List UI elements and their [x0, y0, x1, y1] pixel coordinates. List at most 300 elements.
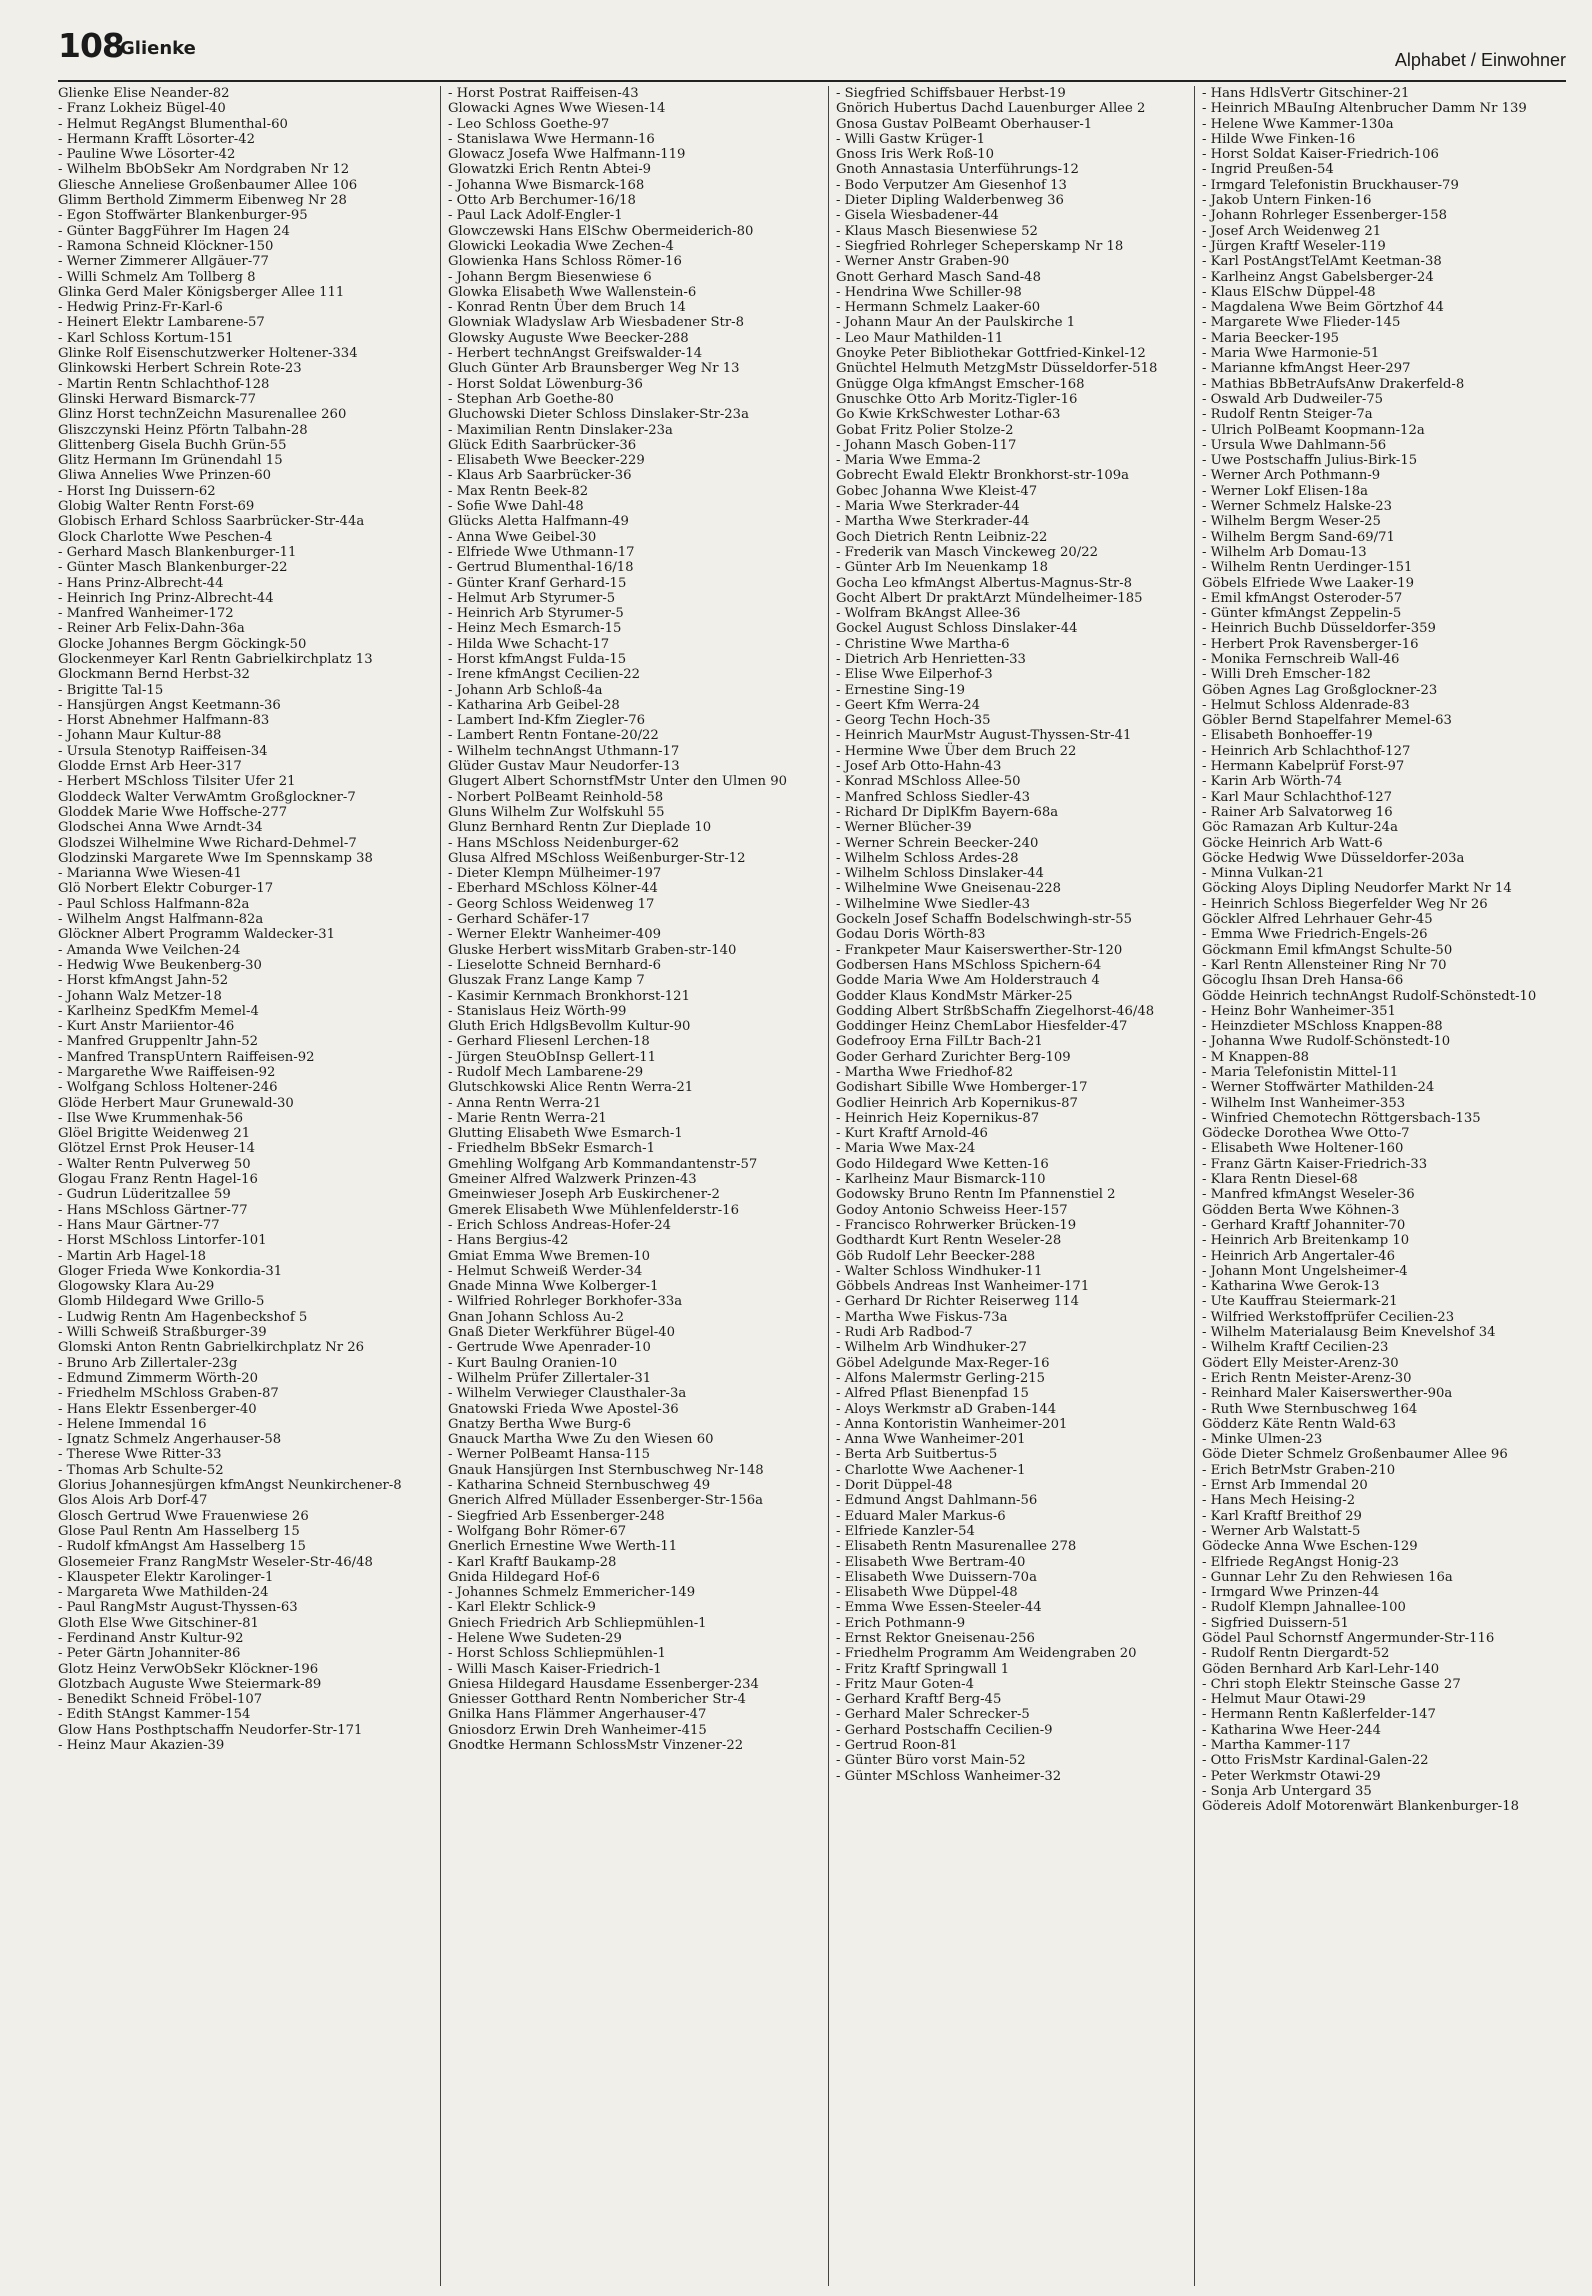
directory-entry: - Wilhelm Schloss Dinslaker-44 — [836, 866, 1044, 882]
directory-entry: Göben Agnes Lag Großglockner-23 — [1202, 682, 1438, 698]
directory-entry: Glomb Hildegard Wwe Grillo-5 — [58, 1294, 265, 1310]
directory-column-1 — [58, 86, 430, 2276]
directory-entry: - Katharina Wwe Gerok-13 — [1202, 1279, 1380, 1295]
directory-entry: - Wilhelm Bergm Sand-69/71 — [1202, 529, 1395, 545]
directory-entry: Gluske Herbert wissMitarb Graben-str-140 — [448, 942, 737, 958]
directory-entry: - Maria Telefonistin Mittel-11 — [1202, 1065, 1399, 1080]
directory-entry: - Thomas Arb Schulte-52 — [58, 1462, 224, 1478]
directory-entry: - Werner PolBeamt Hansa-115 — [448, 1447, 650, 1463]
directory-entry: - Günter Masch Blankenburger-22 — [58, 560, 288, 576]
directory-entry: - Stanislawa Wwe Hermann-16 — [448, 131, 655, 147]
directory-entry: - Paul Lack Adolf-Engler-1 — [448, 208, 623, 224]
directory-entry: - Karl Rentn Allensteiner Ring Nr 70 — [1202, 957, 1447, 973]
directory-entry: Glowka Elisabeth Wwe Wallenstein-6 — [448, 284, 697, 300]
directory-entry: Glos Alois Arb Dorf-47 — [58, 1493, 208, 1509]
directory-entry: Gocht Albert Dr praktArzt Mündelheimer-185 — [836, 590, 1143, 606]
directory-entry: - Johann Masch Goben-117 — [836, 437, 1017, 453]
directory-entry: - Elfriede RegAngst Honig-23 — [1202, 1554, 1399, 1570]
directory-entry: - Therese Wwe Ritter-33 — [58, 1447, 222, 1463]
directory-entry: Glimm Berthold Zimmerm Eibenweg Nr 28 — [58, 193, 347, 209]
directory-entry: Gnüchtel Helmuth MetzgMstr Düsseldorfer-518 — [836, 361, 1158, 377]
directory-entry: - Heinz Maur Akazien-39 — [58, 1738, 225, 1754]
directory-entry: - Karlheinz SpedKfm Memel-4 — [58, 1003, 259, 1019]
directory-entry: - Ulrich PolBeamt Koopmann-12a — [1202, 422, 1425, 438]
directory-entry: - Karl Kraftf Baukamp-28 — [448, 1554, 617, 1570]
directory-entry: - Fritz Maur Goten-4 — [836, 1676, 975, 1692]
directory-entry: - Günter BaggFührer Im Hagen 24 — [58, 223, 290, 239]
directory-entry: - Klaus ElSchw Düppel-48 — [1202, 284, 1376, 300]
directory-entry: - Dorit Düppel-48 — [836, 1478, 953, 1494]
directory-entry: Gödderz Käte Rentn Wald-63 — [1202, 1416, 1396, 1432]
directory-entry: - Günter Arb Im Neuenkamp 18 — [836, 560, 1049, 576]
directory-entry: - Hedwig Wwe Beukenberg-30 — [58, 957, 262, 973]
directory-entry: - Elfriede Wwe Uthmann-17 — [448, 544, 635, 560]
directory-entry: Glomski Anton Rentn Gabrielkirchplatz Nr 26 — [58, 1340, 365, 1356]
directory-entry: - Katharina Arb Geibel-28 — [448, 697, 620, 713]
directory-entry: - Peter Werkmstr Otawi-29 — [1202, 1768, 1381, 1784]
directory-entry: - Eberhard MSchloss Kölner-44 — [448, 881, 658, 897]
directory-entry: Glowacz Josefa Wwe Halfmann-119 — [448, 147, 686, 163]
directory-entry: - Werner Schmelz Halske-23 — [1202, 499, 1392, 515]
directory-entry: Gnauk Hansjürgen Inst Sternbuschweg Nr-148 — [448, 1462, 764, 1478]
directory-entry: - Leo Maur Mathilden-11 — [836, 330, 1004, 346]
directory-entry: - Hermann Kabelprüf Forst-97 — [1202, 759, 1405, 775]
directory-entry: Glowacki Agnes Wwe Wiesen-14 — [448, 101, 666, 117]
directory-entry: - Franz Lokheiz Bügel-40 — [58, 101, 226, 117]
directory-entry: - Elise Wwe Eilperhof-3 — [836, 667, 993, 683]
directory-entry: Glosch Gertrud Wwe Frauenwiese 26 — [58, 1508, 309, 1524]
directory-entry: - Horst kfmAngst Jahn-52 — [58, 973, 229, 989]
directory-entry: - Heinrich MaurMstr August-Thyssen-Str-41 — [836, 728, 1132, 744]
directory-entry: Gnaß Dieter Werkführer Bügel-40 — [448, 1325, 676, 1341]
directory-entry: - Wilhelmine Wwe Gneisenau-228 — [836, 881, 1062, 897]
directory-entry: - Maximilian Rentn Dinslaker-23a — [448, 422, 673, 438]
directory-entry: Gniosdorz Erwin Dreh Wanheimer-415 — [448, 1722, 707, 1738]
directory-entry: - Stephan Arb Goethe-80 — [448, 391, 614, 407]
directory-entry: - Horst Soldat Kaiser-Friedrich-106 — [1202, 147, 1439, 163]
directory-entry: - Ursula Wwe Dahlmann-56 — [1202, 437, 1387, 453]
directory-entry: - Hans Maur Gärtner-77 — [58, 1217, 220, 1233]
directory-entry: - Klauspeter Elektr Karolinger-1 — [58, 1569, 274, 1585]
directory-entry: - Karl PostAngstTelAmt Keetman-38 — [1202, 254, 1442, 270]
directory-entry: - Berta Arb Suitbertus-5 — [836, 1447, 998, 1463]
directory-entry: - Margarethe Wwe Raiffeisen-92 — [58, 1065, 276, 1080]
directory-entry: Gmeiner Alfred Walzwerk Prinzen-43 — [448, 1172, 697, 1188]
directory-entry: Glockenmeyer Karl Rentn Gabrielkirchplatz 13 — [58, 651, 373, 667]
directory-entry: Glowsky Auguste Wwe Beecker-288 — [448, 330, 689, 346]
directory-entry: - Rudolf Mech Lambarene-29 — [448, 1065, 644, 1080]
directory-entry: - Johann Rohrleger Essenberger-158 — [1202, 208, 1448, 224]
directory-entry: - Helmut Maur Otawi-29 — [1202, 1692, 1366, 1708]
directory-entry: - Heinzdieter MSchloss Knappen-88 — [1202, 1019, 1443, 1035]
directory-entry: Gnade Minna Wwe Kolberger-1 — [448, 1279, 659, 1295]
directory-entry: - Pauline Wwe Lösorter-42 — [58, 147, 236, 163]
directory-entry: Gockeln Josef Schaffn Bodelschwingh-str-55 — [836, 912, 1132, 928]
directory-entry: - Martha Wwe Sterkrader-44 — [836, 514, 1030, 530]
directory-entry: - Siegfried Rohrleger Scheperskamp Nr 18 — [836, 238, 1124, 254]
directory-entry: - Kurt Anstr Mariientor-46 — [58, 1019, 235, 1035]
directory-entry: - Elisabeth Rentn Masurenallee 278 — [836, 1539, 1077, 1555]
directory-entry: - Johanna Wwe Rudolf-Schönstedt-10 — [1202, 1034, 1451, 1050]
section-title: Alphabet / Einwohner — [1394, 50, 1566, 70]
directory-entry: - Heinrich Arb Angertaler-46 — [1202, 1248, 1396, 1264]
directory-entry: - Charlotte Wwe Aachener-1 — [836, 1462, 1026, 1478]
directory-entry: - Elisabeth Wwe Beecker-229 — [448, 453, 645, 469]
directory-entry: Gnan Johann Schloss Au-2 — [448, 1309, 624, 1325]
directory-entry: Glock Charlotte Wwe Peschen-4 — [58, 529, 273, 545]
directory-entry: - Siegfried Schiffsbauer Herbst-19 — [836, 86, 1066, 101]
directory-entry: - Hans Mech Heising-2 — [1202, 1493, 1356, 1509]
directory-entry: - Johann Maur An der Paulskirche 1 — [836, 315, 1076, 331]
directory-entry: - Heinrich Ing Prinz-Albrecht-44 — [58, 590, 274, 606]
directory-entry: Godoy Antonio Schweiss Heer-157 — [836, 1202, 1068, 1218]
directory-entry: - Gertrud Blumenthal-16/18 — [448, 560, 634, 576]
directory-column-3 — [836, 86, 1208, 2276]
directory-entry: - Horst Postrat Raiffeisen-43 — [448, 86, 639, 101]
running-head-name: Glienke — [120, 38, 196, 59]
directory-entry: Göbels Elfriede Wwe Laaker-19 — [1202, 575, 1415, 591]
directory-entry: - Hilda Wwe Schacht-17 — [448, 636, 610, 652]
directory-entry: Gnatowski Frieda Wwe Apostel-36 — [448, 1401, 679, 1417]
directory-entry: - Max Rentn Beek-82 — [448, 483, 589, 499]
directory-entry: - Hermine Wwe Über dem Bruch 22 — [836, 743, 1077, 759]
directory-entry: - Richard Dr DiplKfm Bayern-68a — [836, 804, 1059, 820]
directory-entry: - Ludwig Rentn Am Hagenbeckshof 5 — [58, 1309, 308, 1325]
directory-entry: Gnatzy Bertha Wwe Burg-6 — [448, 1416, 632, 1432]
directory-entry: - Katharina Wwe Heer-244 — [1202, 1722, 1381, 1738]
directory-entry: - Helene Wwe Kammer-130a — [1202, 116, 1394, 132]
directory-entry: - Erich Rentn Meister-Arenz-30 — [1202, 1370, 1412, 1386]
directory-entry: - Werner Elektr Wanheimer-409 — [448, 927, 661, 943]
directory-entry: - Martha Kammer-117 — [1202, 1738, 1351, 1754]
directory-entry: Gobec Johanna Wwe Kleist-47 — [836, 483, 1038, 499]
column-divider — [440, 86, 441, 2286]
directory-entry: - M Knappen-88 — [1202, 1049, 1309, 1065]
directory-entry: Göc Ramazan Arb Kultur-24a — [1202, 820, 1398, 836]
directory-entry: - Horst kfmAngst Fulda-15 — [448, 651, 627, 667]
directory-entry: - Wilfried Werkstoffprüfer Cecilien-23 — [1202, 1309, 1455, 1325]
directory-entry: - Fritz Kraftf Springwall 1 — [836, 1661, 1010, 1677]
directory-entry: - Hermann Krafft Lösorter-42 — [58, 131, 256, 147]
directory-entry: Glusa Alfred MSchloss Weißenburger-Str-12 — [448, 850, 746, 866]
directory-entry: - Ute Kauffrau Steiermark-21 — [1202, 1294, 1398, 1310]
directory-entry: Gödde Heinrich technAngst Rudolf-Schönstedt-10 — [1202, 988, 1537, 1004]
directory-entry: Gnott Gerhard Masch Sand-48 — [836, 269, 1041, 285]
directory-entry: Gmiat Emma Wwe Bremen-10 — [448, 1248, 650, 1264]
directory-entry: - Günter Kranf Gerhard-15 — [448, 575, 627, 591]
directory-entry: - Edmund Angst Dahlmann-56 — [836, 1493, 1038, 1509]
directory-entry: - Irmgard Telefonistin Bruckhauser-79 — [1202, 177, 1459, 193]
directory-entry: - Siegfried Arb Essenberger-248 — [448, 1508, 665, 1524]
directory-entry: - Ruth Wwe Sternbuschweg 164 — [1202, 1401, 1418, 1417]
directory-entry: Gödereis Adolf Motorenwärt Blankenburger-18 — [1202, 1799, 1520, 1815]
directory-entry: - Gunnar Lehr Zu den Rehwiesen 16a — [1202, 1569, 1453, 1585]
page-number: 108 — [58, 26, 124, 65]
directory-entry: - Elisabeth Wwe Holtener-160 — [1202, 1141, 1404, 1157]
directory-entry: - Werner Arch Pothmann-9 — [1202, 468, 1381, 484]
directory-entry: Gödecke Anna Wwe Eschen-129 — [1202, 1539, 1418, 1555]
directory-entry: - Sofie Wwe Dahl-48 — [448, 499, 584, 515]
directory-entry: Gluchowski Dieter Schloss Dinslaker-Str-23a — [448, 407, 749, 423]
directory-entry: - Erich BetrMstr Graben-210 — [1202, 1462, 1396, 1478]
directory-entry: Göcking Aloys Dipling Neudorfer Markt Nr 14 — [1202, 881, 1512, 897]
directory-entry: - Klaus Arb Saarbrücker-36 — [448, 468, 632, 484]
directory-entry: - Brigitte Tal-15 — [58, 682, 164, 698]
directory-entry: Glodszei Wilhelmine Wwe Richard-Dehmel-7 — [58, 835, 357, 851]
directory-entry: - Hedwig Prinz-Fr-Karl-6 — [58, 300, 223, 316]
directory-entry: Gliwa Annelies Wwe Prinzen-60 — [58, 468, 272, 484]
directory-entry: Gödel Paul Schornstf Angermunder-Str-116 — [1202, 1630, 1495, 1646]
directory-entry: Glocke Johannes Bergm Göckingk-50 — [58, 636, 307, 652]
directory-entry: Göbbels Andreas Inst Wanheimer-171 — [836, 1279, 1090, 1295]
directory-entry: - Willi Schmelz Am Tollberg 8 — [58, 269, 256, 285]
directory-entry: Glinke Rolf Eisenschutzwerker Holtener-334 — [58, 346, 358, 362]
directory-entry: Glogau Franz Rentn Hagel-16 — [58, 1172, 258, 1188]
directory-entry: - Konrad MSchloss Allee-50 — [836, 774, 1021, 790]
directory-entry: - Helmut RegAngst Blumenthal-60 — [58, 116, 288, 132]
directory-entry: - Manfred Gruppenltr Jahn-52 — [58, 1034, 259, 1050]
directory-entry: - Martha Wwe Friedhof-82 — [836, 1065, 1014, 1080]
directory-entry: - Herbert technAngst Greifswalder-14 — [448, 346, 703, 362]
directory-entry: - Paul Schloss Halfmann-82a — [58, 896, 250, 912]
directory-entry: - Otto Arb Berchumer-16/18 — [448, 193, 636, 209]
directory-entry: - Erich Pothmann-9 — [836, 1615, 966, 1631]
directory-entry: - Maria Wwe Max-24 — [836, 1141, 976, 1157]
directory-entry: Goder Gerhard Zurichter Berg-109 — [836, 1049, 1071, 1065]
directory-entry: - Karl Schloss Kortum-151 — [58, 330, 234, 346]
directory-entry: - Werner Zimmerer Allgäuer-77 — [58, 254, 269, 270]
directory-entry: - Elisabeth Wwe Duissern-70a — [836, 1569, 1037, 1585]
directory-entry: - Gerhard Fliesenl Lerchen-18 — [448, 1034, 650, 1050]
directory-entry: - Heinert Elektr Lambarene-57 — [58, 315, 265, 331]
directory-entry: - Minna Vulkan-21 — [1202, 866, 1325, 882]
directory-entry: - Hans Elektr Essenberger-40 — [58, 1401, 257, 1417]
directory-entry: Godlier Heinrich Arb Kopernikus-87 — [836, 1095, 1078, 1111]
directory-entry: Gmehling Wolfgang Arb Kommandantenstr-57 — [448, 1156, 758, 1172]
directory-entry: Gniech Friedrich Arb Schliepmühlen-1 — [448, 1615, 707, 1631]
directory-entry: Göden Bernhard Arb Karl-Lehr-140 — [1202, 1661, 1440, 1677]
directory-entry: - Heinrich Arb Schlachthof-127 — [1202, 743, 1411, 759]
directory-entry: - Gerhard Kraftf Johanniter-70 — [1202, 1217, 1406, 1233]
directory-entry: Gmeinwieser Joseph Arb Euskirchener-2 — [448, 1187, 720, 1203]
directory-entry: - Friedhelm Programm Am Weidengraben 20 — [836, 1646, 1137, 1662]
directory-entry: - Ernst Arb Immendal 20 — [1202, 1478, 1368, 1494]
directory-entry: Glitz Hermann Im Grünendahl 15 — [58, 453, 283, 469]
directory-entry: Goddinger Heinz ChemLabor Hiesfelder-47 — [836, 1019, 1128, 1035]
directory-entry: - Elisabeth Wwe Düppel-48 — [836, 1585, 1018, 1601]
directory-entry: Glugert Albert SchornstfMstr Unter den Ulmen 90 — [448, 774, 787, 790]
directory-entry: - Jürgen Kraftf Weseler-119 — [1202, 238, 1386, 254]
directory-entry: - Bruno Arb Zillertaler-23g — [58, 1355, 238, 1371]
directory-entry: - Wilhelm Angst Halfmann-82a — [58, 912, 264, 928]
directory-entry: - Josef Arb Otto-Hahn-43 — [836, 759, 1002, 775]
directory-entry: - Maria Wwe Harmonie-51 — [1202, 346, 1380, 362]
directory-entry: - Wilhelm Inst Wanheimer-353 — [1202, 1095, 1406, 1111]
directory-entry: - Helmut Schweiß Werder-34 — [448, 1263, 643, 1279]
directory-entry: - Johannes Schmelz Emmericher-149 — [448, 1585, 696, 1601]
directory-entry: - Johann Mont Ungelsheimer-4 — [1202, 1263, 1408, 1279]
directory-entry: - Karlheinz Angst Gabelsberger-24 — [1202, 269, 1434, 285]
directory-entry: - Irene kfmAngst Cecilien-22 — [448, 667, 641, 683]
directory-entry: - Amanda Wwe Veilchen-24 — [58, 942, 241, 958]
directory-entry: - Horst Schloss Schliepmühlen-1 — [448, 1646, 666, 1662]
directory-entry: Gnörich Hubertus Dachd Lauenburger Allee 2 — [836, 101, 1146, 117]
directory-entry: - Heinz Mech Esmarch-15 — [448, 621, 622, 637]
directory-entry: Godishart Sibille Wwe Homberger-17 — [836, 1080, 1088, 1096]
directory-entry: - Johann Arb Schloß-4a — [448, 682, 603, 698]
directory-entry: - Wilhelm Prüfer Zillertaler-31 — [448, 1370, 652, 1386]
directory-entry: - Chri stoph Elektr Steinsche Gasse 27 — [1202, 1676, 1461, 1692]
directory-entry: Glinz Horst technZeichn Masurenallee 260 — [58, 407, 347, 423]
directory-entry: Göde Dieter Schmelz Großenbaumer Allee 96 — [1202, 1447, 1508, 1463]
directory-entry: - Gerhard Maler Schrecker-5 — [836, 1707, 1030, 1723]
directory-entry: - Rudolf Klempn Jahnallee-100 — [1202, 1600, 1406, 1616]
directory-entry: - Ernst Rektor Gneisenau-256 — [836, 1630, 1035, 1646]
directory-entry: Godde Maria Wwe Am Holderstrauch 4 — [836, 973, 1100, 989]
directory-entry: - Wilhelm BbObSekr Am Nordgraben Nr 12 — [58, 162, 350, 178]
directory-entry: - Maria Wwe Sterkrader-44 — [836, 499, 1020, 515]
directory-entry: - Manfred kfmAngst Weseler-36 — [1202, 1187, 1415, 1203]
directory-entry: Gockel August Schloss Dinslaker-44 — [836, 621, 1078, 637]
directory-entry: - Emma Wwe Friedrich-Engels-26 — [1202, 927, 1428, 943]
directory-entry: - Ilse Wwe Krummenhak-56 — [58, 1110, 243, 1126]
directory-entry: Göcke Hedwig Wwe Düsseldorfer-203a — [1202, 850, 1465, 866]
directory-entry: - Norbert PolBeamt Reinhold-58 — [448, 789, 664, 805]
directory-entry: - Karl Kraftf Breithof 29 — [1202, 1508, 1362, 1524]
directory-entry: Glowniak Wladyslaw Arb Wiesbadener Str-8 — [448, 315, 744, 331]
directory-entry: - Elisabeth Wwe Bertram-40 — [836, 1554, 1026, 1570]
directory-entry: Gluszak Franz Lange Kamp 7 — [448, 973, 645, 989]
directory-entry: - Hans MSchloss Gärtner-77 — [58, 1202, 248, 1218]
directory-entry: - Martin Arb Hagel-18 — [58, 1248, 207, 1264]
directory-entry: - Christine Wwe Martha-6 — [836, 636, 1010, 652]
directory-entry: - Werner Stoffwärter Mathilden-24 — [1202, 1080, 1435, 1096]
directory-entry: Glinkowski Herbert Schrein Rote-23 — [58, 361, 302, 377]
directory-entry: - Karl Elektr Schlick-9 — [448, 1600, 596, 1616]
directory-entry: - Wolfgang Bohr Römer-67 — [448, 1523, 627, 1539]
directory-entry: - Rudolf Rentn Steiger-7a — [1202, 407, 1373, 423]
directory-entry: - Gerhard Schäfer-17 — [448, 912, 590, 928]
directory-entry: - Helene Wwe Sudeten-29 — [448, 1630, 622, 1646]
directory-entry: Gobat Fritz Polier Stolze-2 — [836, 422, 1014, 438]
directory-entry: - Hermann Rentn Kaßlerfelder-147 — [1202, 1707, 1436, 1723]
directory-entry: - Heinrich Arb Styrumer-5 — [448, 606, 624, 622]
directory-entry: Glowienka Hans Schloss Römer-16 — [448, 254, 682, 270]
directory-entry: - Heinrich Buchb Düsseldorfer-359 — [1202, 621, 1436, 637]
directory-entry: - Lambert Ind-Kfm Ziegler-76 — [448, 713, 646, 729]
directory-entry: - Wilhelm technAngst Uthmann-17 — [448, 743, 680, 759]
directory-entry: Gloddek Marie Wwe Hoffsche-277 — [58, 804, 288, 820]
directory-entry: - Uwe Postschaffn Julius-Birk-15 — [1202, 453, 1418, 469]
directory-entry: - Geert Kfm Werra-24 — [836, 697, 981, 713]
directory-entry: Glosemeier Franz RangMstr Weseler-Str-46/48 — [58, 1554, 373, 1570]
directory-entry: - Wilhelm Schloss Ardes-28 — [836, 850, 1019, 866]
directory-entry: Go Kwie KrkSchwester Lothar-63 — [836, 407, 1061, 423]
directory-entry: Glose Paul Rentn Am Hasselberg 15 — [58, 1523, 300, 1539]
directory-entry: Göbler Bernd Stapelfahrer Memel-63 — [1202, 713, 1452, 729]
directory-entry: - Willi Masch Kaiser-Friedrich-1 — [448, 1661, 662, 1677]
directory-entry: Glienke Elise Neander-82 — [58, 86, 230, 101]
directory-entry: - Manfred TranspUntern Raiffeisen-92 — [58, 1049, 315, 1065]
directory-entry: Gluns Wilhelm Zur Wolfskuhl 55 — [448, 804, 665, 820]
directory-entry: - Dietrich Arb Henrietten-33 — [836, 651, 1026, 667]
directory-entry: - Margareta Wwe Mathilden-24 — [58, 1585, 269, 1601]
directory-entry: - Rudolf kfmAngst Am Hasselberg 15 — [58, 1539, 306, 1555]
directory-entry: - Hans HdlsVertr Gitschiner-21 — [1202, 86, 1410, 101]
directory-entry: Gnuschke Otto Arb Moritz-Tigler-16 — [836, 391, 1078, 407]
directory-entry: Glinski Herward Bismarck-77 — [58, 391, 257, 407]
directory-entry: Göb Rudolf Lehr Beecker-288 — [836, 1248, 1036, 1264]
directory-entry: Glockmann Bernd Herbst-32 — [58, 667, 250, 683]
directory-entry: Glöckner Albert Programm Waldecker-31 — [58, 927, 336, 943]
directory-entry: Glöde Herbert Maur Grunewald-30 — [58, 1095, 294, 1111]
directory-entry: - Ignatz Schmelz Angerhauser-58 — [58, 1432, 282, 1448]
directory-entry: - Wilhelm Kraftf Cecilien-23 — [1202, 1340, 1389, 1356]
directory-entry: - Dieter Klempn Mülheimer-197 — [448, 866, 662, 882]
directory-entry: Gocha Leo kfmAngst Albertus-Magnus-Str-8 — [836, 575, 1133, 591]
directory-entry: - Horst Ing Duissern-62 — [58, 483, 216, 499]
directory-entry: - Hans Prinz-Albrecht-44 — [58, 575, 224, 591]
directory-entry: Glogowsky Klara Au-29 — [58, 1279, 215, 1295]
directory-entry: - Maria Beecker-195 — [1202, 330, 1340, 346]
directory-entry: - Wilhelm Materialausg Beim Knevelshof 34 — [1202, 1325, 1496, 1341]
directory-entry: Gödecke Dorothea Wwe Otto-7 — [1202, 1126, 1410, 1142]
directory-entry: - Franz Gärtn Kaiser-Friedrich-33 — [1202, 1156, 1428, 1172]
directory-entry: - Aloys Werkmstr aD Graben-144 — [836, 1401, 1057, 1417]
directory-entry: - Wolfram BkAngst Allee-36 — [836, 606, 1021, 622]
directory-entry: - Wolfgang Schloss Holtener-246 — [58, 1080, 278, 1096]
directory-entry: Glittenberg Gisela Buchh Grün-55 — [58, 437, 287, 453]
directory-entry: Glöel Brigitte Weidenweg 21 — [58, 1126, 251, 1142]
directory-entry: - Heinz Bohr Wanheimer-351 — [1202, 1003, 1396, 1019]
page-header — [0, 0, 1592, 80]
directory-entry: - Gerhard Postschaffn Cecilien-9 — [836, 1722, 1053, 1738]
directory-entry: - Monika Fernschreib Wall-46 — [1202, 651, 1400, 667]
directory-entry: - Werner Blücher-39 — [836, 820, 972, 836]
directory-entry: - Otto FrisMstr Kardinal-Galen-22 — [1202, 1753, 1429, 1769]
directory-entry: - Klara Rentn Diesel-68 — [1202, 1172, 1358, 1188]
directory-entry: - Georg Schloss Weidenweg 17 — [448, 896, 655, 912]
directory-entry: - Edmund Zimmerm Wörth-20 — [58, 1370, 258, 1386]
directory-entry: - Werner Anstr Graben-90 — [836, 254, 1010, 270]
directory-entry: - Günter kfmAngst Zeppelin-5 — [1202, 606, 1402, 622]
directory-entry: - Anna Kontoristin Wanheimer-201 — [836, 1416, 1068, 1432]
directory-entry: - Manfred Schloss Siedler-43 — [836, 789, 1030, 805]
directory-entry: Glutting Elisabeth Wwe Esmarch-1 — [448, 1126, 683, 1142]
directory-entry: - Hans MSchloss Neidenburger-62 — [448, 835, 680, 851]
directory-entry: - Wilhelm Bergm Weser-25 — [1202, 514, 1381, 530]
directory-entry: Göckmann Emil kfmAngst Schulte-50 — [1202, 942, 1453, 958]
directory-entry: - Lieselotte Schneid Bernhard-6 — [448, 957, 662, 973]
directory-entry: - Emma Wwe Essen-Steeler-44 — [836, 1600, 1042, 1616]
directory-entry: - Johann Bergm Biesenwiese 6 — [448, 269, 652, 285]
directory-entry: - Rudolf Rentn Diergardt-52 — [1202, 1646, 1390, 1662]
directory-entry: Göbel Adelgunde Max-Reger-16 — [836, 1355, 1050, 1371]
directory-entry: Gödert Elly Meister-Arenz-30 — [1202, 1355, 1399, 1371]
directory-entry: - Katharina Schneid Sternbuschweg 49 — [448, 1478, 711, 1494]
directory-entry: - Gerhard Kraftf Berg-45 — [836, 1692, 1002, 1708]
directory-entry: - Paul RangMstr August-Thyssen-63 — [58, 1600, 298, 1616]
directory-entry: - Gerhard Dr Richter Reiserweg 114 — [836, 1294, 1080, 1310]
directory-entry: - Hermann Schmelz Laaker-60 — [836, 300, 1041, 316]
directory-entry: - Horst MSchloss Lintorfer-101 — [58, 1233, 267, 1249]
directory-entry: Gobrecht Ewald Elektr Bronkhorst-str-109a — [836, 468, 1129, 484]
directory-entry: Glotzbach Auguste Wwe Steiermark-89 — [58, 1676, 322, 1692]
directory-entry: Glüder Gustav Maur Neudorfer-13 — [448, 759, 680, 775]
directory-entry: - Leo Schloss Goethe-97 — [448, 116, 610, 132]
directory-entry: - Wilfried Rohrleger Borkhofer-33a — [448, 1294, 683, 1310]
directory-entry: - Bodo Verputzer Am Giesenhof 13 — [836, 177, 1067, 193]
